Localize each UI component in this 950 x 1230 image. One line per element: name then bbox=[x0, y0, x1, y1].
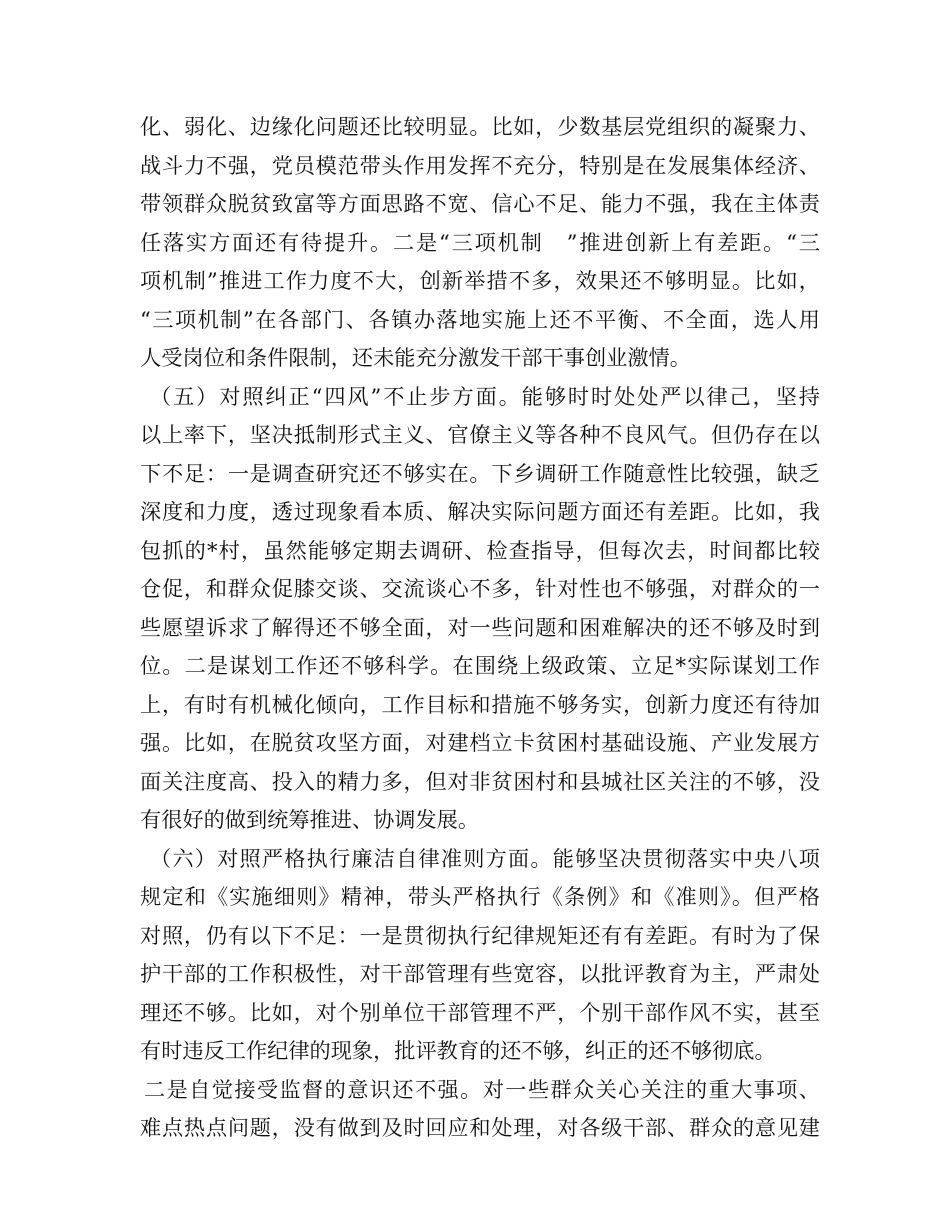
text-line: 位。二是谋划工作还不够科学。在围绕上级政策、立足*实际谋划工作 bbox=[140, 653, 820, 678]
section-heading-line: （五）对照纠正“四风”不止步方面。能够时时处处严以律己，坚持 bbox=[150, 383, 820, 409]
text-line: 仓促，和群众促膝交谈、交流谈心不多，针对性也不够强，对群众的一 bbox=[140, 576, 820, 601]
text-line: 战斗力不强，党员模范带头作用发挥不充分，特别是在发展集体经济、 bbox=[140, 152, 820, 178]
text-line: 深度和力度，透过现象看本质、解决实际问题方面还有差距。比如，我 bbox=[140, 499, 820, 524]
text-line: 有时违反工作纪律的现象，批评教育的还不够，纠正的还不够彻底。 bbox=[140, 1038, 776, 1063]
text-line: 包抓的*村，虽然能够定期去调研、检查指导，但每次去，时间都比较 bbox=[140, 537, 820, 563]
text-line: 下不足：一是调查研究还不够实在。下乡调研工作随意性比较强，缺乏 bbox=[140, 460, 820, 486]
section-heading-line: （六）对照严格执行廉洁自律准则方面。能够坚决贯彻落实中央八项 bbox=[150, 845, 820, 871]
text-line: 对照，仍有以下不足：一是贯彻执行纪律规矩还有有差距。有时为了保 bbox=[140, 922, 820, 948]
text-line: 化、弱化、边缘化问题还比较明显。比如，少数基层党组织的凝聚力、 bbox=[140, 114, 820, 139]
text-line: 规定和《实施细则》精神，带头严格执行《条例》和《准则》。但严格 bbox=[140, 884, 820, 909]
text-line: 面关注度高、投入的精力多，但对非贫困村和县城社区关注的不够，没 bbox=[140, 768, 820, 794]
text-line: 强。比如，在脱贫攻坚方面，对建档立卡贫困村基础设施、产业发展方 bbox=[140, 730, 820, 755]
text-line: 人受岗位和条件限制，还未能充分激发干部干事创业激情。 bbox=[140, 345, 691, 370]
text-line: 有很好的做到统筹推进、协调发展。 bbox=[140, 807, 480, 832]
text-line: 理还不够。比如，对个别单位干部管理不严，个别干部作风不实，甚至 bbox=[140, 999, 820, 1025]
text-line: 护干部的工作积极性，对干部管理有些宽容，以批评教育为主，严肃处 bbox=[140, 961, 820, 986]
text-line: 带领群众脱贫致富等方面思路不宽、信心不足、能力不强，我在主体责 bbox=[140, 191, 820, 216]
text-line: 难点热点问题，没有做到及时回应和处理，对各级干部、群众的意见建 bbox=[140, 1115, 820, 1140]
text-line: 任落实方面还有待提升。二是“三项机制 ”推进创新上有差距。“三 bbox=[140, 229, 820, 255]
text-line: 上，有时有机械化倾向，工作目标和措施不够务实，创新力度还有待加 bbox=[140, 691, 820, 717]
text-line: 项机制”推进工作力度不大，创新举措不多，效果还不够明显。比如， bbox=[140, 268, 820, 293]
body-text bbox=[140, 108, 820, 1148]
text-line: “三项机制”在各部门、各镇办落地实施上还不平衡、不全面，选人用 bbox=[140, 306, 820, 332]
text-line: 以上率下，坚决抵制形式主义、官僚主义等各种不良风气。但仍存在以 bbox=[140, 422, 820, 447]
text-line: 些愿望诉求了解得还不够全面，对一些问题和困难解决的还不够及时到 bbox=[140, 614, 820, 640]
text-line: 二是自觉接受监督的意识还不强。对一些群众关心关注的重大事项、 bbox=[144, 1076, 820, 1102]
